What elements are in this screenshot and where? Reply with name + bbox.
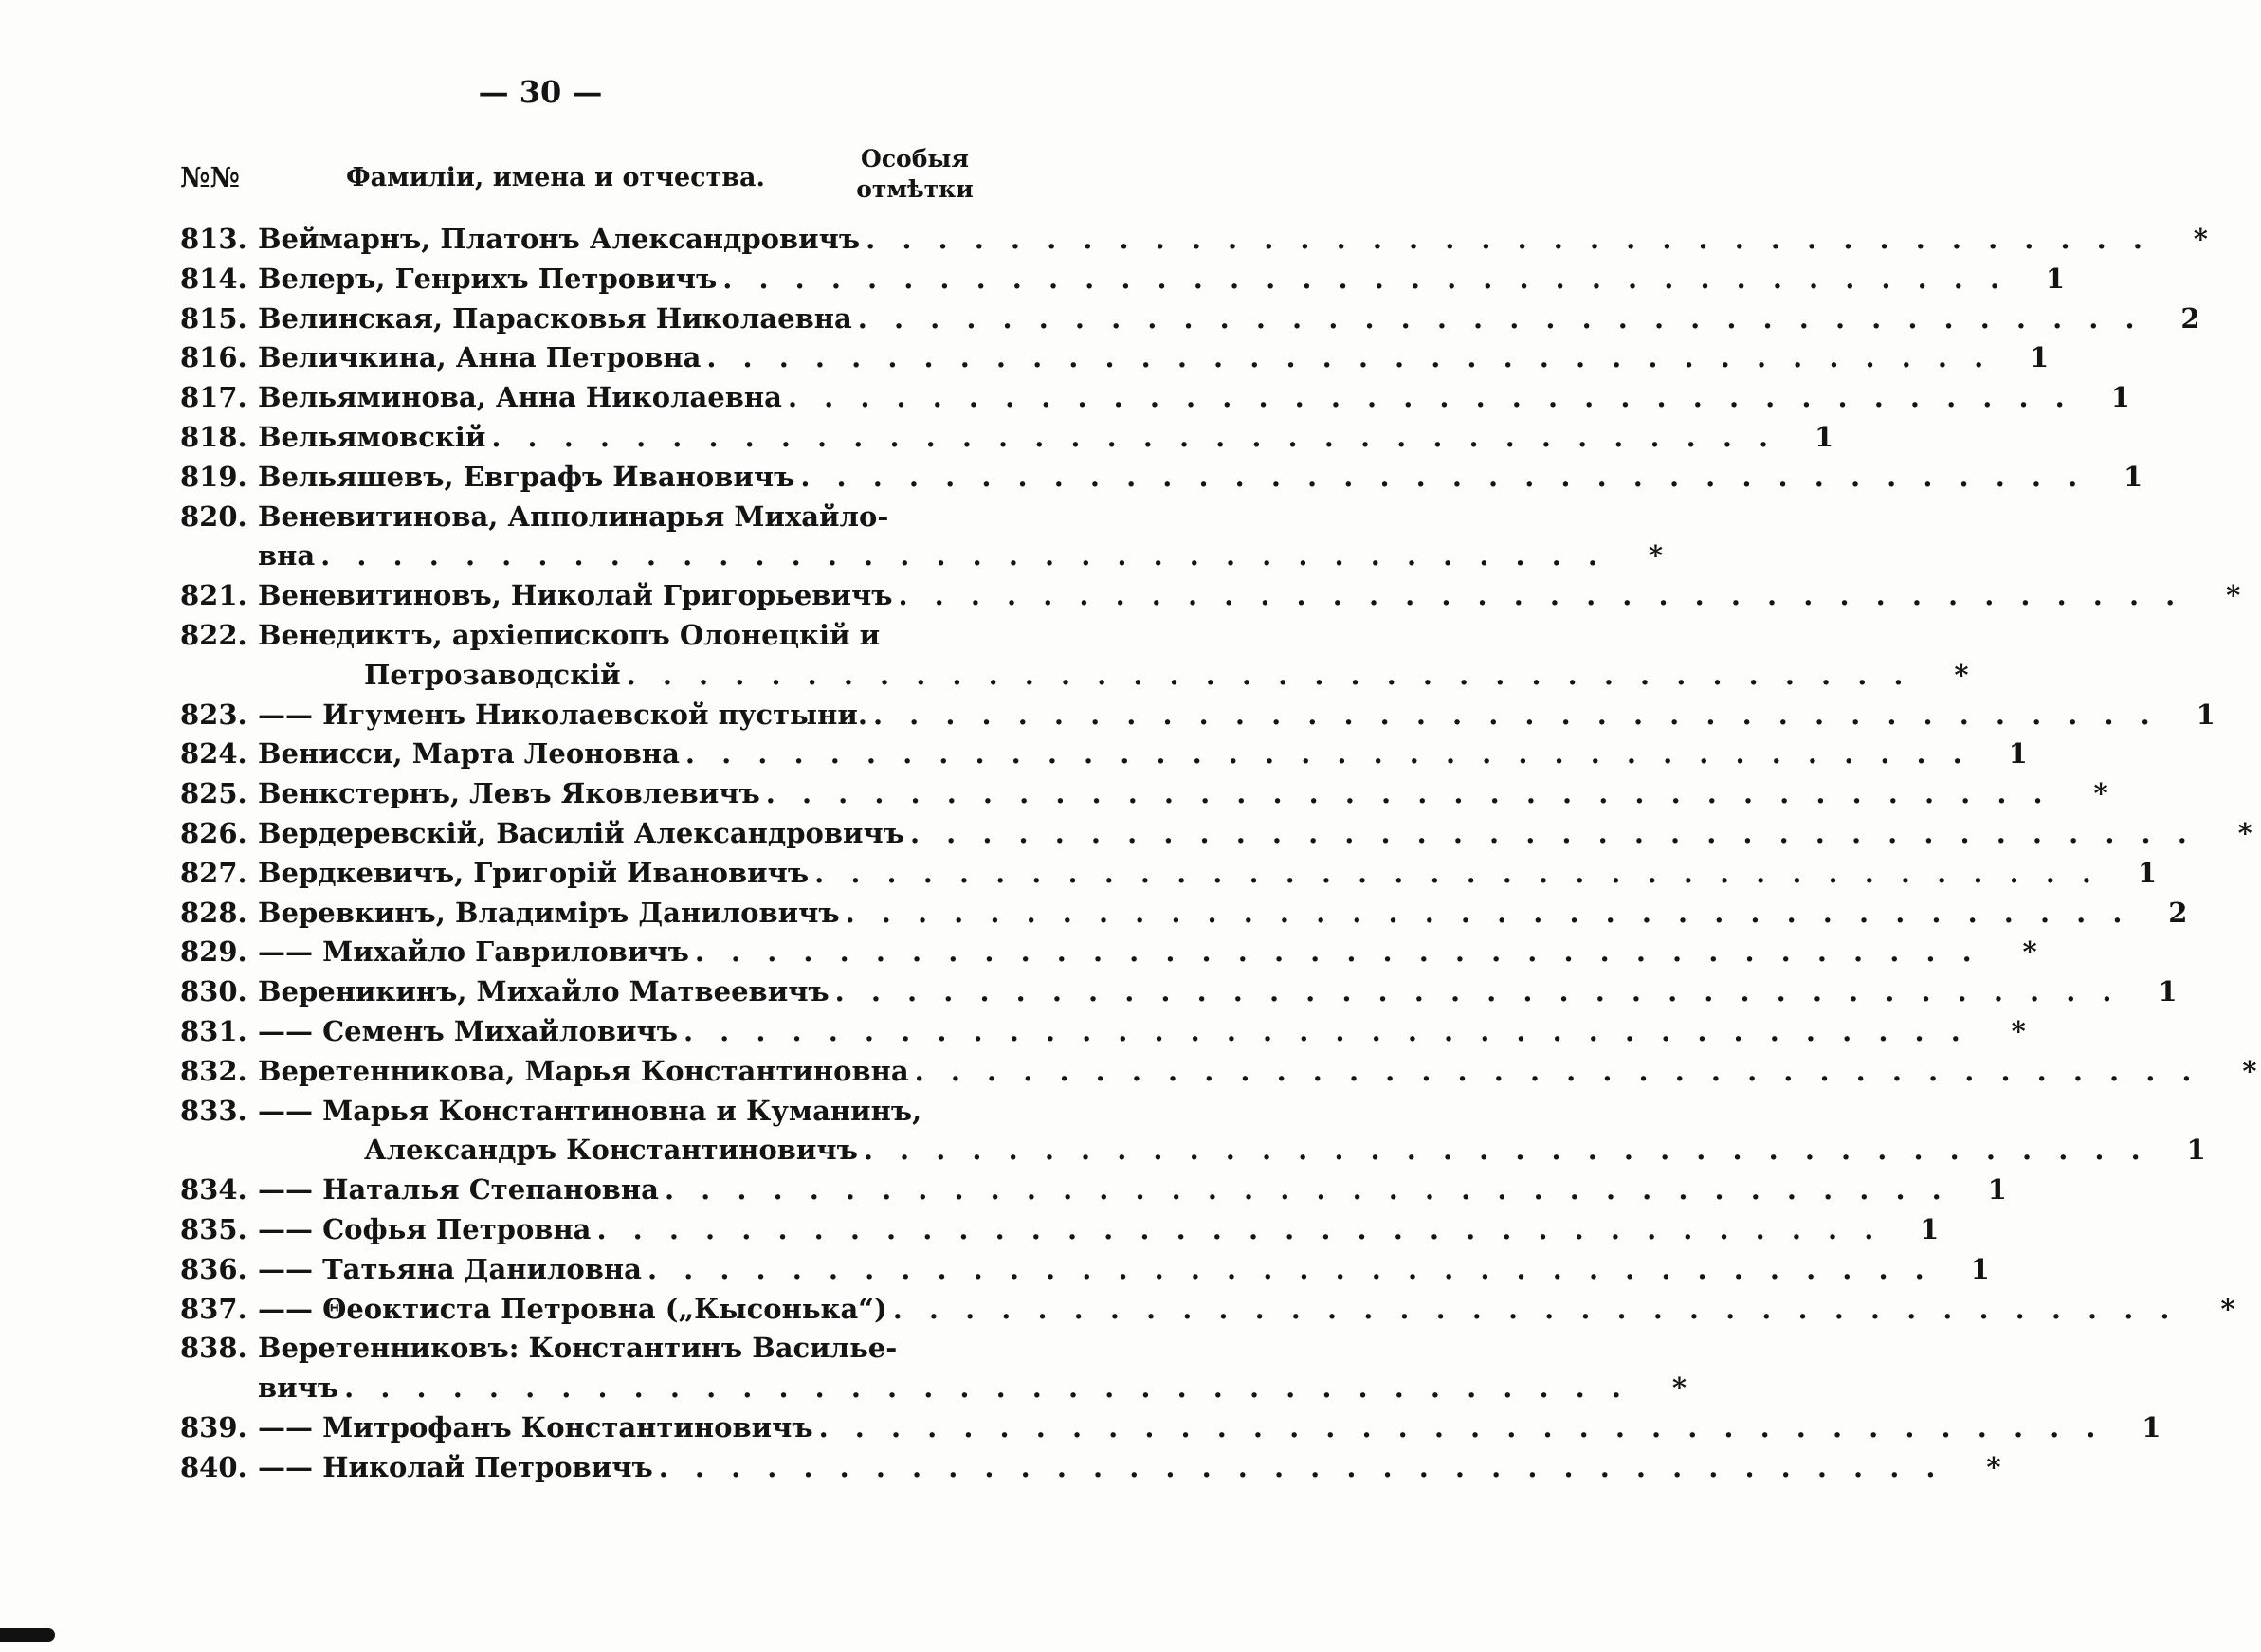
entry-number: 831. <box>180 1014 247 1047</box>
entry-number: 832. <box>180 1054 247 1087</box>
list-item <box>180 1012 2026 1052</box>
notes-header-line2: отмѣтки <box>856 175 974 203</box>
dot-leader: . . . . . . . . . . . . . . . . . . . . . . . . . . . . . . . . . . . . <box>845 896 2131 929</box>
list-item <box>180 854 2157 894</box>
dot-leader: . . . . . . . . . . . . . . . . . . . . . . . . . . . . . . . . . . . . <box>898 579 2184 612</box>
number-column-header: №№ <box>180 161 241 193</box>
entry-number: 833. <box>180 1094 247 1127</box>
dot-leader: . . . . . . . . . . . . . . . . . . . . . . . . . . . . . . . . . . . . <box>596 1212 1883 1245</box>
entry-name: Вельямовскій <box>258 420 486 453</box>
entry-name: Веревкинъ, Владиміръ Даниловичъ <box>258 896 840 929</box>
entry-mark: * <box>2093 777 2108 810</box>
entry-number: 817. <box>180 381 247 414</box>
list-item <box>180 300 2200 339</box>
entry-mark: * <box>2220 1292 2235 1325</box>
entry-name: Вердеревскій, Василій Александровичъ <box>258 816 904 849</box>
scan-artifact <box>0 1628 55 1642</box>
entry-name: Веретенникова, Марья Константиновна <box>258 1054 909 1087</box>
entry-number: 814. <box>180 262 247 295</box>
entry-name: Венедиктъ, архіепископъ Олонецкій и <box>258 618 881 651</box>
entry-number: 820. <box>180 499 247 533</box>
list-item <box>180 576 2241 616</box>
list-item <box>180 378 2130 418</box>
dot-leader: . . . . . . . . . . . . . . . . . . . . . . . . . . . . . . . . . . . . <box>914 1054 2200 1087</box>
entry-mark: 1 <box>2124 460 2143 493</box>
entry-name: вна <box>258 539 316 572</box>
entry-number: 824. <box>180 737 247 771</box>
entry-number: 825. <box>180 777 247 810</box>
entry-name: Венисси, Марта Леоновна <box>258 737 680 771</box>
list-item <box>180 338 2050 378</box>
list-item <box>180 1092 976 1132</box>
entry-name: Велинская, Парасковья Николаевна <box>258 301 852 335</box>
entry-number: 813. <box>180 223 247 255</box>
list-item <box>180 536 1664 576</box>
entry-number: 838. <box>180 1332 247 1365</box>
entry-name: Венкстернъ, Левъ Яковлевичъ <box>258 777 760 810</box>
entry-number: 837. <box>180 1292 247 1325</box>
entry-number: 823. <box>180 698 247 731</box>
list-item <box>180 1131 2206 1171</box>
list-item <box>180 1369 1687 1408</box>
entry-name: Веневитинова, Апполинарья Михайло- <box>258 499 889 533</box>
dot-leader: . . . . . . . . . . . . . . . . . . . . . . . . . . . . . . . . . . . . <box>800 460 2087 493</box>
entry-name: Веретенниковъ: Константинъ Василье- <box>258 1332 898 1365</box>
entry-mark: * <box>2242 1054 2257 1087</box>
entry-mark: * <box>2237 816 2252 849</box>
list-item <box>180 418 1834 458</box>
dot-leader: . . . . . . . . . . . . . . . . . . . . . . . . . . . . . . . . . . . . <box>684 737 1971 771</box>
dot-leader: . . . . . . . . . . . . . . . . . . . . . . . . . . . . . . . . . . . . <box>344 1371 1630 1405</box>
entry-name: Велеръ, Генрихъ Петровичъ <box>258 262 718 295</box>
notes-header-line1: Особыя <box>861 145 969 172</box>
dot-leader: . . . . . . . . . . . . . . . . . . . . . . . . . . . . . . . . . . . . <box>694 935 1980 969</box>
entry-name: —— Татьяна Даниловна <box>258 1252 642 1285</box>
entry-number: 840. <box>180 1450 247 1483</box>
page-number: — 30 — <box>478 74 603 110</box>
entry-name: —— Николай Петровичъ <box>258 1450 653 1483</box>
list-item <box>180 1329 976 1369</box>
list-item <box>180 458 2143 498</box>
dot-leader: . . . . . . . . . . . . . . . . . . . . . . . . . . . . . . . . . . . . <box>857 301 2143 335</box>
entry-mark: * <box>1954 658 1969 691</box>
entry-name: —— Θеоктиста Петровна („Кысонька“) <box>258 1292 887 1325</box>
entry-mark: 1 <box>2142 1410 2161 1443</box>
dot-leader: . . . . . . . . . . . . . . . . . . . . . . . . . . . . . . . . . . . . <box>787 381 2073 414</box>
list-item <box>180 1052 2257 1092</box>
entry-number: 835. <box>180 1212 247 1245</box>
list-item <box>180 260 2066 300</box>
list-item <box>180 972 2178 1012</box>
entry-number: 829. <box>180 935 247 969</box>
notes-column-header <box>853 144 976 205</box>
entry-mark: * <box>1671 1371 1687 1405</box>
entry-mark: * <box>2193 223 2208 255</box>
dot-leader: . . . . . . . . . . . . . . . . . . . . . . . . . . . . . . . . . . . . <box>647 1252 1933 1285</box>
list-item <box>180 220 2208 260</box>
entry-name: —— Марья Константиновна и Куманинъ, <box>258 1094 922 1127</box>
list-item <box>180 894 2188 934</box>
entry-name: Петрозаводскій <box>364 658 621 691</box>
dot-leader: . . . . . . . . . . . . . . . . . . . . . . . . . . . . . . . . . . . . <box>892 1292 2179 1325</box>
entry-mark: 1 <box>2137 856 2157 889</box>
entry-name: Величкина, Анна Петровна <box>258 341 702 374</box>
list-item <box>180 774 2108 814</box>
entry-number: 819. <box>180 460 247 493</box>
entry-number: 815. <box>180 301 247 335</box>
entry-mark: 1 <box>2158 975 2178 1008</box>
dot-leader: . . . . . . . . . . . . . . . . . . . . . . . . . . . . . . . . . . . . <box>320 539 1607 572</box>
entry-number: 830. <box>180 975 247 1008</box>
entry-mark: 1 <box>2186 1134 2206 1167</box>
entry-mark: 1 <box>2196 698 2215 731</box>
dot-leader: . . . . . . . . . . . . . . . . . . . . . . . . . . . . . . . . . . . . <box>814 856 2100 889</box>
entry-mark: * <box>1986 1450 2001 1483</box>
entry-name: вичъ <box>258 1371 339 1405</box>
dot-leader: . . . . . . . . . . . . . . . . . . . . . . . . . . . . . . . . . . . . <box>872 698 2159 731</box>
dot-leader: . . . . . . . . . . . . . . . . . . . . . . . . . . . . . . . . . . . . <box>818 1410 2105 1443</box>
entry-number: 828. <box>180 896 247 929</box>
dot-leader: . . . . . . . . . . . . . . . . . . . . . . . . . . . . . . . . . . . . <box>863 1134 2149 1167</box>
list-item <box>180 1290 2235 1330</box>
entry-mark: 1 <box>2030 341 2050 374</box>
list-item <box>180 735 2028 774</box>
entry-number: 826. <box>180 816 247 849</box>
entry-mark: 1 <box>2045 262 2066 295</box>
entry-name: —— Семенъ Михайловичъ <box>258 1014 678 1047</box>
entry-mark: 2 <box>2180 301 2200 335</box>
list-item <box>180 1448 2001 1488</box>
entry-number: 836. <box>180 1252 247 1285</box>
entry-mark: 2 <box>2168 896 2188 929</box>
entry-number: 816. <box>180 341 247 374</box>
entry-list <box>180 220 2257 1488</box>
dot-leader: . . . . . . . . . . . . . . . . . . . . . . . . . . . . . . . . . . . . <box>626 658 1912 691</box>
entry-name: —— Игуменъ Николаевской пустыни. <box>258 698 867 731</box>
dot-leader: . . . . . . . . . . . . . . . . . . . . . . . . . . . . . . . . . . . . <box>834 975 2121 1008</box>
entry-name: Вердкевичъ, Григорій Ивановичъ <box>258 856 810 889</box>
dot-leader: . . . . . . . . . . . . . . . . . . . . . . . . . . . . . . . . . . . . <box>909 816 2196 849</box>
list-item <box>180 1171 2007 1210</box>
entry-number: 818. <box>180 420 247 453</box>
entry-name: Вельяшевъ, Евграфъ Ивановичъ <box>258 460 795 493</box>
list-item <box>180 933 2037 972</box>
dot-leader: . . . . . . . . . . . . . . . . . . . . . . . . . . . . . . . . . . . . <box>491 420 1778 453</box>
dot-leader: . . . . . . . . . . . . . . . . . . . . . . . . . . . . . . . . . . . . <box>683 1014 1969 1047</box>
entry-name: Веймарнъ, Платонъ Александровичъ <box>258 223 861 255</box>
list-item <box>180 1250 1990 1290</box>
entry-number: 834. <box>180 1173 247 1207</box>
entry-name: Вереникинъ, Михайло Матвеевичъ <box>258 975 830 1008</box>
dot-leader: . . . . . . . . . . . . . . . . . . . . . . . . . . . . . . . . . . . . <box>664 1173 1950 1207</box>
dot-leader: . . . . . . . . . . . . . . . . . . . . . . . . . . . . . . . . . . . . <box>706 341 1993 374</box>
dot-leader: . . . . . . . . . . . . . . . . . . . . . . . . . . . . . . . . . . . . <box>722 262 2009 295</box>
entry-mark: 1 <box>1970 1252 1990 1285</box>
entry-number: 821. <box>180 579 247 612</box>
entry-number: 827. <box>180 856 247 889</box>
entry-name: Веневитиновъ, Николай Григорьевичъ <box>258 579 893 612</box>
entry-mark: * <box>2226 579 2241 612</box>
list-item <box>180 696 2215 735</box>
entry-name: —— Наталья Степановна <box>258 1173 659 1207</box>
dot-leader: . . . . . . . . . . . . . . . . . . . . . . . . . . . . . . . . . . . . <box>866 223 2151 255</box>
list-item <box>180 814 2252 854</box>
list-item <box>180 1408 2161 1448</box>
dot-leader: . . . . . . . . . . . . . . . . . . . . . . . . . . . . . . . . . . . . <box>658 1450 1944 1483</box>
entry-mark: 1 <box>1987 1173 2007 1207</box>
entry-name: Вельяминова, Анна Николаевна <box>258 381 782 414</box>
entry-mark: * <box>2011 1014 2026 1047</box>
entry-name: —— Михайло Гавриловичъ <box>258 935 689 969</box>
entry-mark: 1 <box>2008 737 2028 771</box>
list-item <box>180 1210 1940 1250</box>
entry-name: —— Софья Петровна <box>258 1212 592 1245</box>
entry-number: 822. <box>180 618 247 651</box>
entry-mark: 1 <box>1814 420 1834 453</box>
list-item <box>180 656 1969 696</box>
entry-mark: 1 <box>1920 1212 1940 1245</box>
list-item <box>180 616 976 656</box>
names-column-header: Фамиліи, имена и отчества. <box>346 163 765 192</box>
entry-name: —— Митрофанъ Константиновичъ <box>258 1410 813 1443</box>
entry-mark: 1 <box>2110 381 2130 414</box>
list-item <box>180 498 976 537</box>
dot-leader: . . . . . . . . . . . . . . . . . . . . . . . . . . . . . . . . . . . . <box>765 777 2051 810</box>
entry-number: 839. <box>180 1410 247 1443</box>
entry-mark: * <box>1648 539 1664 572</box>
entry-name: Александръ Константиновичъ <box>364 1134 858 1167</box>
entry-mark: * <box>2022 935 2037 969</box>
